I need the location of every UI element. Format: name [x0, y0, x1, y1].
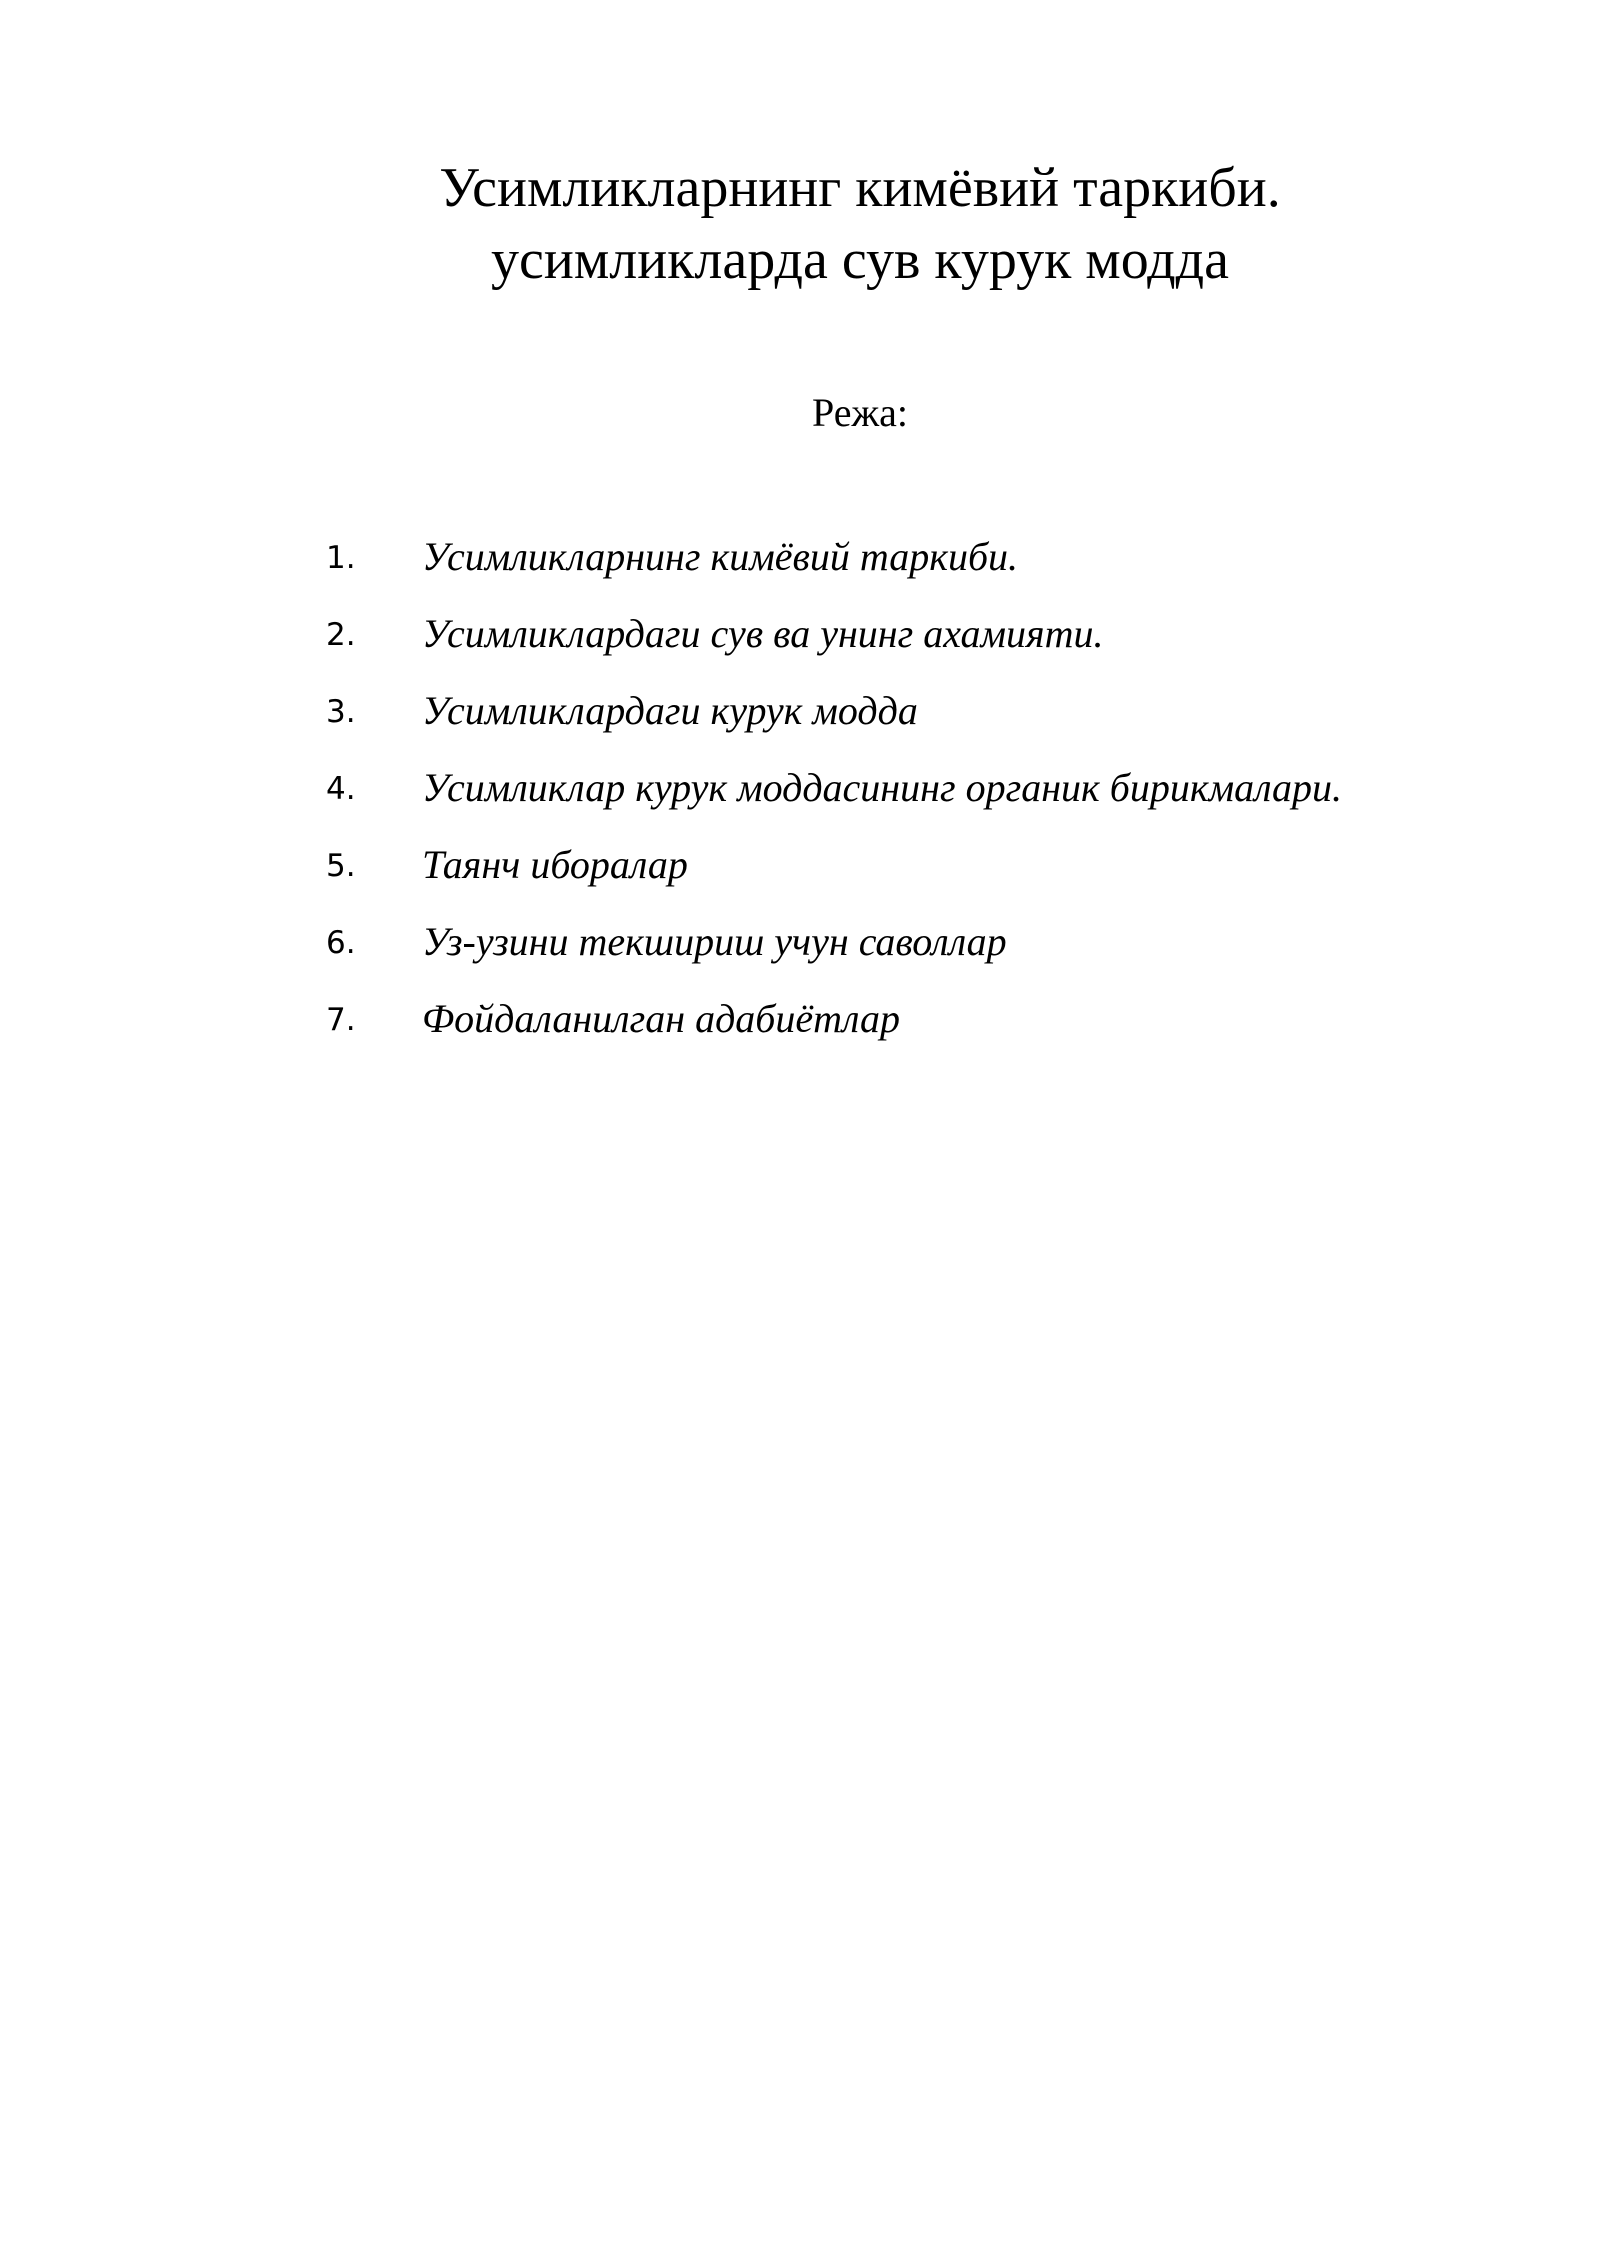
- plan-item-text: Фойдаланилган адабиётлар: [422, 996, 900, 1041]
- plan-item-number: 7.: [326, 1002, 356, 1038]
- plan-item-number: 2.: [326, 617, 356, 653]
- plan-item-number: 3.: [326, 694, 356, 730]
- plan-heading: Режа:: [812, 390, 908, 435]
- document-title-line-2: усимликларда сув курук модда: [491, 229, 1229, 291]
- plan-item-number: 4.: [326, 771, 356, 807]
- plan-item-number: 1.: [326, 540, 356, 576]
- document-title-line-1: Усимликларнинг кимёвий таркиби.: [439, 157, 1281, 219]
- plan-item-text: Таянч иборалар: [422, 842, 688, 887]
- plan-item-text: Уз-узини текшириш учун саволлар: [422, 919, 1007, 964]
- plan-item-text: Усимликлардаги курук модда: [422, 688, 918, 733]
- plan-item-text: Усимликлар курук моддасининг органик бирикмалари.: [422, 765, 1343, 810]
- plan-item-text: Усимликларнинг кимёвий таркиби.: [422, 534, 1019, 579]
- plan-item-number: 5.: [326, 848, 356, 884]
- plan-item-text: Усимликлардаги сув ва унинг ахамияти.: [422, 611, 1104, 656]
- plan-item-number: 6.: [326, 925, 356, 961]
